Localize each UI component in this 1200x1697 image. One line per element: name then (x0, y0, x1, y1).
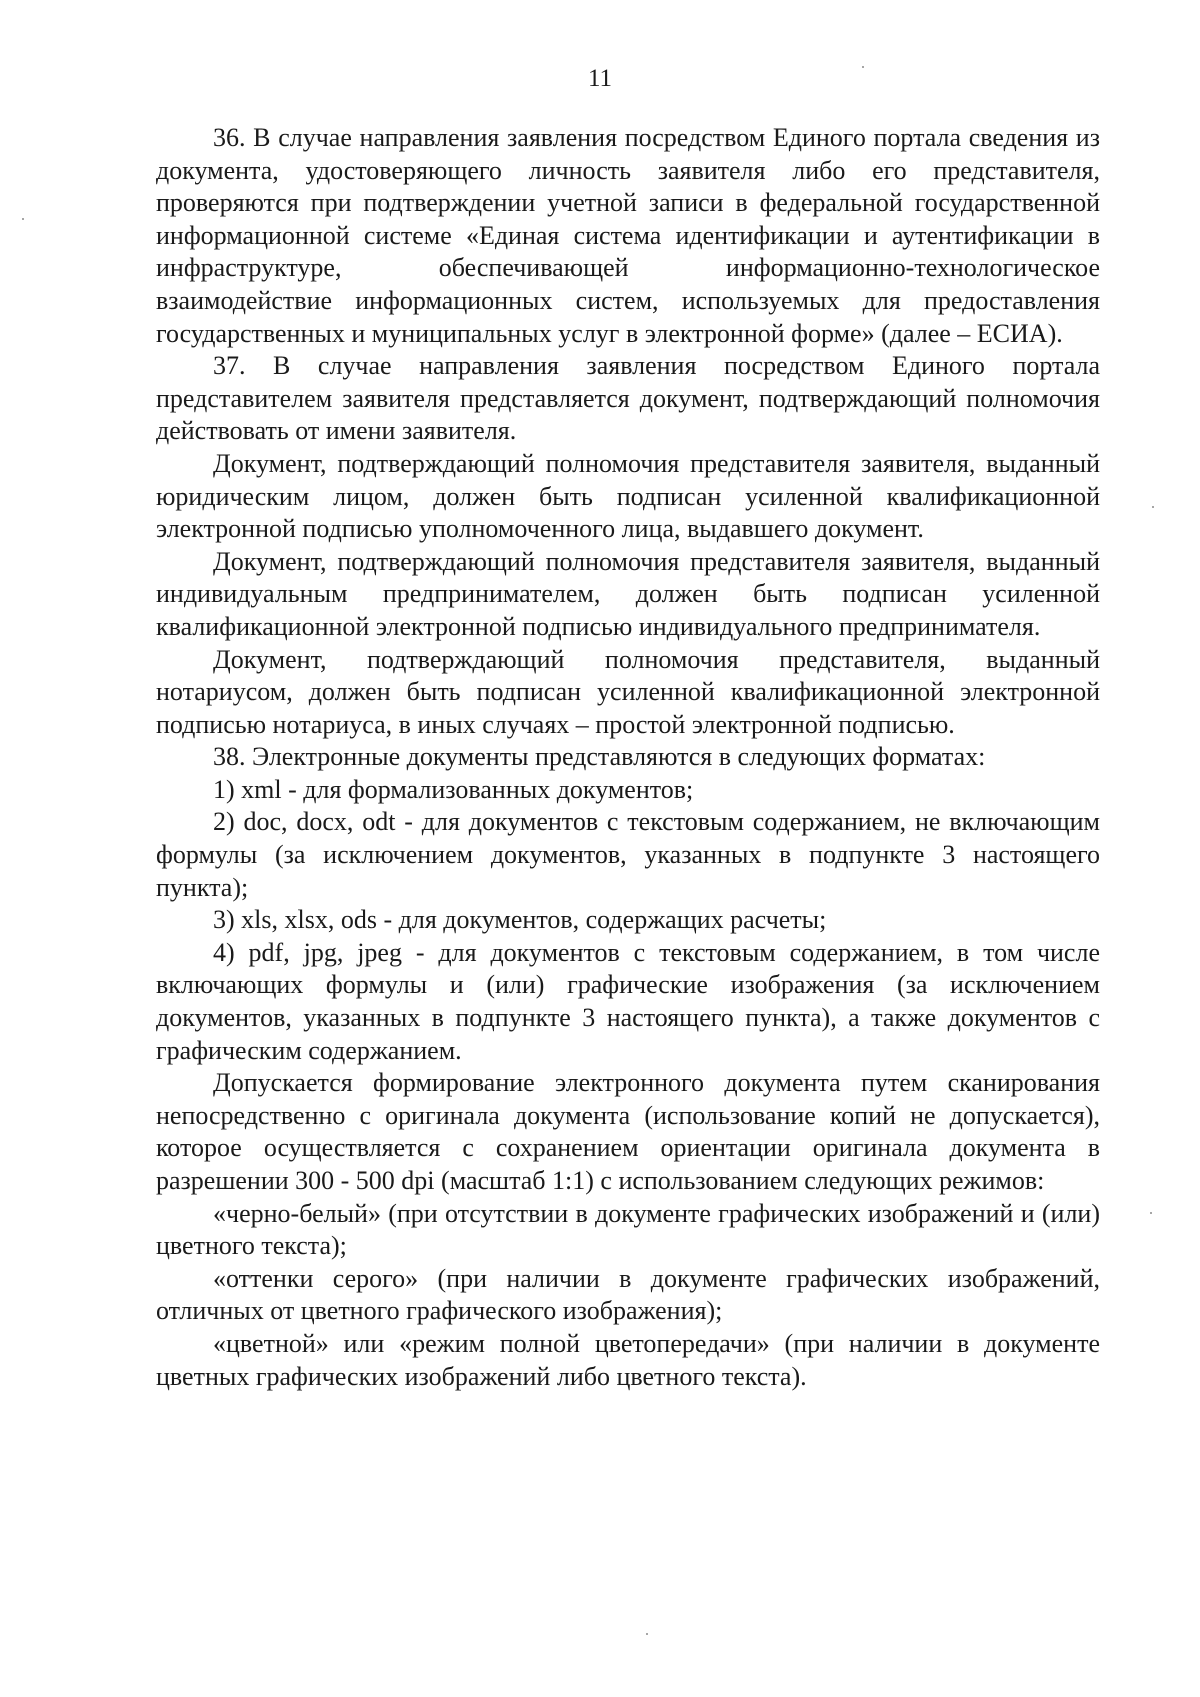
paragraph-notary-authority: Документ, подтверждающий полномочия представителя, выданный нотариусом, должен быть подписан усиленной квалификационной электронной подписью нотариуса, в иных случаях – простой электронной подписью. (156, 644, 1100, 739)
paragraph-37: 37. В случае направления заявления посредством Единого портала представителем заявителя представляется документ, подтверждающий полномочия действовать от имени заявителя. (156, 351, 1100, 446)
paragraph-38: 38. Электронные документы представляются в следующих форматах: (213, 742, 986, 772)
paragraph-36: 36. В случае направления заявления посредством Единого портала сведения из документа, удостоверяющего личность заявителя либо его представителя, проверяются при подтверждении учетной записи в федеральной государственной информационной системе «Единая система идентификации и аутентификации в инфраструктуре, обеспечивающей информационно-технологическое взаимодействие информационных систем, используемых для предоставления государственных и муниципальных услуг в электронной форме» (далее – ЕСИА). (156, 123, 1100, 348)
page-number: 11 (587, 65, 613, 92)
paragraph-entrepreneur-authority: Документ, подтверждающий полномочия представителя заявителя, выданный индивидуальным предпринимателем, должен быть подписан усиленной квалификационной электронной подписью индивидуального предпринимателя. (156, 546, 1100, 641)
scan-speck (22, 218, 24, 220)
paragraph-legal-entity-authority: Документ, подтверждающий полномочия представителя заявителя, выданный юридическим лицом, должен быть подписан усиленной квалификационной электронной подписью уполномоченного лица, выдавшего документ. (156, 448, 1100, 544)
document-body (156, 122, 1100, 1393)
mode-color: «цветной» или «режим полной цветопередачи» (при наличии в документе цветных графических изображений либо цветного текста). (156, 1328, 1100, 1391)
format-item-3: 3) xls, xlsx, ods - для документов, содержащих расчеты; (213, 905, 827, 935)
mode-black-white: «черно-белый» (при отсутствии в документе графических изображений и (или) цветного текста); (156, 1198, 1100, 1261)
scan-speck (1152, 506, 1154, 508)
scan-speck (862, 66, 864, 68)
format-item-1: 1) xml - для формализованных документов; (213, 774, 694, 804)
paragraph-scanning: Допускается формирование электронного документа путем сканирования непосредственно с оригинала документа (использование копий не допускается), которое осуществляется с сохранением ориентации оригинала документа в разрешении 300 - 500 dpi (масштаб 1:1) с использованием следующих режимов: (156, 1068, 1100, 1195)
scan-speck (646, 1633, 648, 1635)
scan-speck (1150, 1212, 1152, 1214)
mode-grayscale: «оттенки серого» (при наличии в документе графических изображений, отличных от цветного графического изображения); (156, 1263, 1100, 1326)
format-item-2: 2) doc, docx, odt - для документов с текстовым содержанием, не включающим формулы (за исключением документов, указанных в подпункте 3 настоящего пункта); (156, 807, 1100, 902)
format-item-4: 4) pdf, jpg, jpeg - для документов с текстовым содержанием, в том числе включающих формулы и (или) графические изображения (за исключением документов, указанных в подпункте 3 настоящего пункта), а также документов с графическим содержанием. (156, 937, 1100, 1065)
